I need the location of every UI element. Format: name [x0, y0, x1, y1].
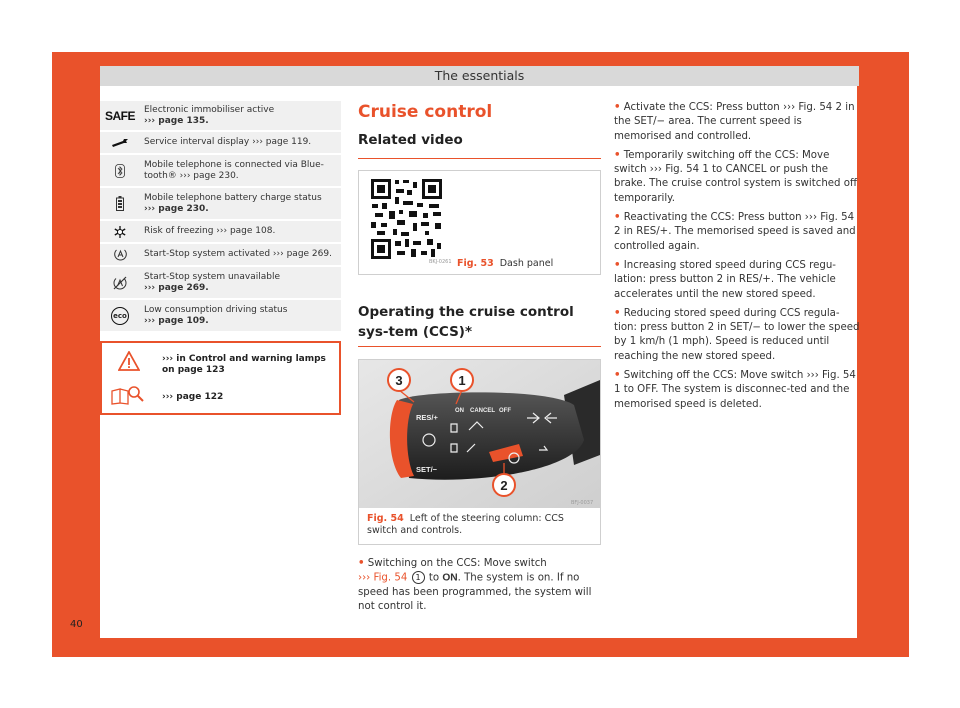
figure-54 — [358, 359, 601, 545]
figure-label: Fig. 53 — [457, 258, 494, 269]
symbols-table — [100, 101, 341, 415]
header-title: The essentials — [434, 68, 525, 83]
page-header — [100, 66, 859, 86]
symbol-row — [100, 244, 341, 265]
symbol-text: Risk of freezing ››› page 108. — [144, 226, 276, 236]
symbol-text: Start-Stop system unavailable — [144, 271, 280, 282]
symbol-text: Mobile telephone battery charge status — [144, 192, 322, 203]
callout-3: 3 — [395, 373, 403, 388]
symbol-row — [100, 221, 341, 242]
symbol-text: Start-Stop system activated ››› page 269. — [144, 249, 332, 259]
middle-column — [358, 101, 601, 620]
symbol-ref: ››› page 109. — [144, 315, 209, 326]
start-stop-off-icon — [100, 275, 140, 291]
instruction-bullet: • Switching on the CCS: Move switch ››› Fig. 54 1 to ON. The system is on. If no speed has been programmed, the system will not control it. — [358, 558, 592, 613]
instruction-bullet: • Increasing stored speed during CCS regu-lation: press button 2 in RES/+. The vehicle accelerates until the new stored speed. — [614, 259, 836, 300]
book-lens-icon — [110, 385, 146, 409]
instruction-bullet: • Switching off the CCS: Move switch ››› Fig. 54 1 to OFF. The system is disconnec-ted and the memorised speed is deleted. — [614, 370, 856, 410]
symbol-row — [100, 267, 341, 298]
instruction-bullet: • Reducing stored speed during CCS regula-tion: press button 2 in SET/− to lower the speed by 1 km/h (1 mph). Speed is reduced until reaching the new stored speed. — [614, 307, 860, 362]
section-heading: Cruise control — [358, 102, 493, 122]
battery-icon — [100, 196, 140, 211]
page-number: 40 — [70, 619, 83, 630]
section-rule — [358, 346, 601, 347]
set-label: SET/− — [416, 465, 438, 474]
symbol-row — [100, 188, 341, 219]
warning-ref-text[interactable]: ››› in Control and warning lamps on page 123 — [162, 354, 326, 375]
symbol-text: Service interval display ››› page 119. — [144, 137, 312, 147]
symbol-row — [100, 300, 341, 331]
eco-icon: eco — [100, 307, 140, 325]
warning-box — [100, 341, 341, 415]
instruction-bullet: • Reactivating the CCS: Press button ››› Fig. 54 2 in RES/+. The memorised speed is saved and controlled again. — [614, 212, 856, 252]
figure-53 — [358, 170, 601, 275]
symbol-ref: ››› page 230. — [144, 203, 209, 214]
bluetooth-icon — [100, 164, 140, 178]
figure-caption: Left of the steering column: CCS switch and controls. — [367, 513, 564, 536]
safe-text-icon: SAFE — [104, 108, 135, 123]
figure-code: BKJ-0261 — [429, 259, 452, 265]
symbol-text: Mobile telephone is connected via Blue-tooth® ››› page 230. — [144, 159, 324, 181]
symbol-ref: ››› page 269. — [144, 282, 209, 293]
heading-rule — [358, 158, 601, 159]
symbol-row — [100, 132, 341, 153]
figure-link[interactable]: ››› Fig. 54 — [358, 572, 408, 584]
figure-code: BFJ-0037 — [571, 500, 594, 506]
wrench-icon — [100, 138, 140, 148]
on-label: ON — [455, 408, 464, 414]
res-label: RES/+ — [416, 413, 438, 422]
cancel-label: CANCEL — [470, 408, 495, 414]
related-video-heading: Related video — [358, 132, 463, 148]
off-label: OFF — [499, 408, 511, 414]
symbol-text: Electronic immobiliser active — [144, 104, 275, 115]
section-title: Operating the cruise control sys-tem (CCS)* — [358, 304, 574, 340]
symbol-row — [100, 155, 341, 186]
symbol-row — [100, 101, 341, 130]
symbol-ref: ››› page 135. — [144, 115, 209, 126]
callout-number: 1 — [412, 571, 425, 584]
warning-triangle-icon — [118, 351, 140, 375]
switch-position-label: ON — [442, 572, 458, 584]
figure-caption: Dash panel — [499, 258, 554, 269]
callout-1: 1 — [458, 373, 466, 388]
cruise-control-stalk-image — [359, 360, 600, 508]
qr-code-icon[interactable] — [369, 177, 444, 261]
instruction-bullet: • Temporarily switching off the CCS: Move switch ››› Fig. 54 1 to CANCEL or push the brake. The cruise control system is switched off temporarily. — [614, 149, 857, 204]
page-ref-text[interactable]: ››› page 122 — [162, 392, 224, 402]
figure-label: Fig. 54 — [367, 513, 404, 524]
callout-2: 2 — [500, 478, 508, 493]
right-column — [614, 101, 860, 417]
snowflake-icon — [100, 225, 140, 239]
symbol-text: Low consumption driving status — [144, 304, 288, 315]
start-stop-icon — [100, 247, 140, 262]
instruction-bullet: • Activate the CCS: Press button ››› Fig. 54 2 in the SET/− area. The current speed is memorised and controlled. — [614, 102, 855, 142]
